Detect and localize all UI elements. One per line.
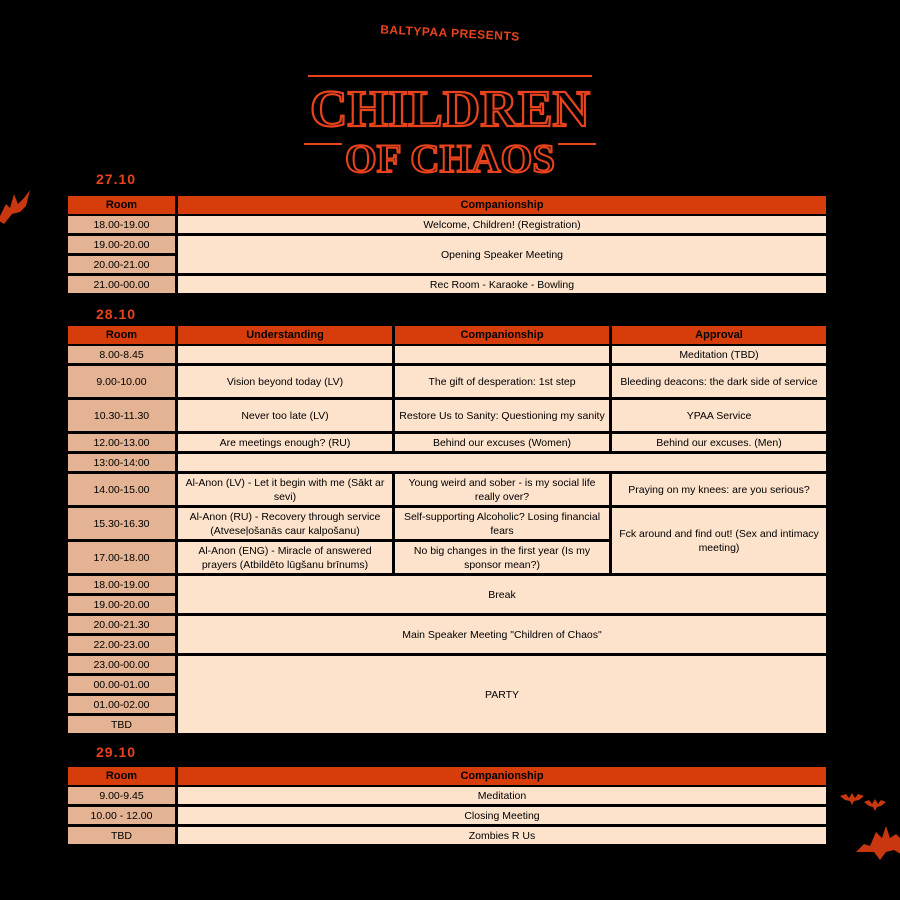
day-heading-28-10: 28.10 — [96, 306, 137, 322]
time-slot: 9.00-9.45 — [68, 787, 175, 804]
session-cell: The gift of desperation: 1st step — [395, 366, 609, 397]
time-slot: 22.00-23.00 — [68, 636, 175, 653]
session-cell: Vision beyond today (LV) — [178, 366, 392, 397]
time-slot: 10.30-11.30 — [68, 400, 175, 431]
session-cell — [395, 346, 609, 363]
logo-line-1: CHILDREN — [310, 81, 590, 138]
time-slot: TBD — [68, 827, 175, 844]
session-cell: Closing Meeting — [178, 807, 826, 824]
bat-decoration-icon — [864, 798, 886, 812]
time-slot: 13:00-14:00 — [68, 454, 175, 471]
column-header: Room — [68, 326, 175, 344]
session-cell: No big changes in the first year (Is my sponsor mean?) — [395, 542, 609, 573]
session-cell: Al-Anon (ENG) - Miracle of answered prayers (Atbildēto lūgšanu brīnums) — [178, 542, 392, 573]
time-slot: 14.00-15.00 — [68, 474, 175, 505]
time-slot: 18.00-19.00 — [68, 576, 175, 593]
session-cell: PARTY — [178, 656, 826, 733]
time-slot: 20.00-21.00 — [68, 256, 175, 273]
column-header: Companionship — [395, 326, 609, 344]
session-cell: Young weird and sober - is my social life really over? — [395, 474, 609, 505]
session-cell: Al-Anon (RU) - Recovery through service (Atveseļošanās caur kalpošanu) — [178, 508, 392, 539]
time-slot: 00.00-01.00 — [68, 676, 175, 693]
session-cell: Rec Room - Karaoke - Bowling — [178, 276, 826, 293]
column-header: Room — [68, 767, 175, 785]
session-cell: Main Speaker Meeting "Children of Chaos" — [178, 616, 826, 653]
column-header: Approval — [612, 326, 826, 344]
time-slot: 9.00-10.00 — [68, 366, 175, 397]
session-cell: Praying on my knees: are you serious? — [612, 474, 826, 505]
session-cell: Behind our excuses (Women) — [395, 434, 609, 451]
event-logo — [300, 68, 600, 180]
time-slot: 01.00-02.00 — [68, 696, 175, 713]
column-header: Companionship — [178, 196, 826, 214]
session-cell: Bleeding deacons: the dark side of service — [612, 366, 826, 397]
time-slot: 15.30-16.30 — [68, 508, 175, 539]
column-header: Room — [68, 196, 175, 214]
bat-decoration-icon — [0, 186, 36, 228]
session-cell: Opening Speaker Meeting — [178, 236, 826, 273]
time-slot: 19.00-20.00 — [68, 596, 175, 613]
logo-line-2: OF CHAOS — [345, 136, 555, 180]
column-header: Understanding — [178, 326, 392, 344]
time-slot: 8.00-8.45 — [68, 346, 175, 363]
session-cell: Fck around and find out! (Sex and intimacy meeting) — [612, 508, 826, 573]
time-slot: 18.00-19.00 — [68, 216, 175, 233]
session-cell: Behind our excuses. (Men) — [612, 434, 826, 451]
session-cell: Al-Anon (LV) - Let it begin with me (Sākt ar sevi) — [178, 474, 392, 505]
day-heading-27-10: 27.10 — [96, 171, 137, 187]
day-heading-29-10: 29.10 — [96, 744, 137, 760]
session-cell: Break — [178, 576, 826, 613]
time-slot: 12.00-13.00 — [68, 434, 175, 451]
session-cell — [178, 454, 826, 471]
presenter-title: BALTYPAA PRESENTS — [379, 22, 521, 44]
session-cell: Never too late (LV) — [178, 400, 392, 431]
session-cell: Self-supporting Alcoholic? Losing financial fears — [395, 508, 609, 539]
time-slot: 10.00 - 12.00 — [68, 807, 175, 824]
session-cell: Meditation — [178, 787, 826, 804]
time-slot: 17.00-18.00 — [68, 542, 175, 573]
session-cell: Meditation (TBD) — [612, 346, 826, 363]
time-slot: 20.00-21.30 — [68, 616, 175, 633]
time-slot: 21.00-00.00 — [68, 276, 175, 293]
bat-decoration-icon — [840, 792, 864, 806]
time-slot: 23.00-00.00 — [68, 656, 175, 673]
session-cell — [178, 346, 392, 363]
time-slot: 19.00-20.00 — [68, 236, 175, 253]
session-cell: Are meetings enough? (RU) — [178, 434, 392, 451]
time-slot: TBD — [68, 716, 175, 733]
session-cell: YPAA Service — [612, 400, 826, 431]
column-header: Companionship — [178, 767, 826, 785]
session-cell: Restore Us to Sanity: Questioning my sanity — [395, 400, 609, 431]
bat-decoration-icon — [856, 822, 900, 860]
session-cell: Welcome, Children! (Registration) — [178, 216, 826, 233]
session-cell: Zombies R Us — [178, 827, 826, 844]
